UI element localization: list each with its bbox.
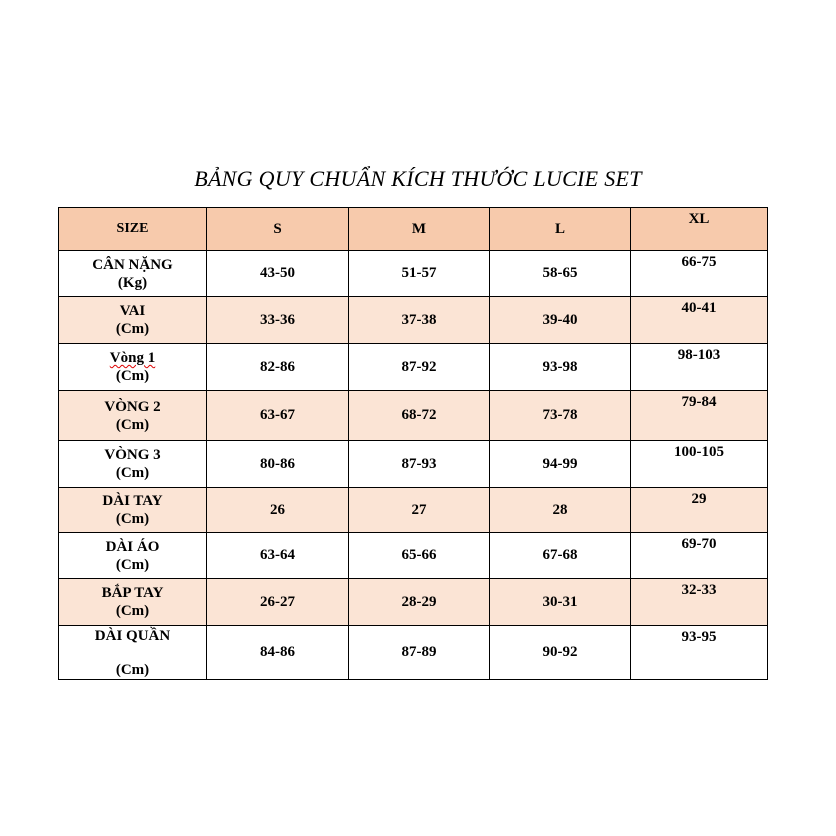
row-unit: (Cm) bbox=[115, 661, 150, 678]
cell-l: 28 bbox=[490, 488, 631, 533]
row-unit: (Cm) bbox=[115, 416, 150, 433]
cell-s: 26 bbox=[207, 488, 349, 533]
size-chart-table bbox=[58, 207, 768, 680]
header-s: S bbox=[207, 208, 349, 251]
row-label: DÀI TAY bbox=[102, 493, 163, 509]
table-row bbox=[59, 488, 768, 533]
row-unit: (Cm) bbox=[115, 603, 150, 619]
row-label: CÂN NẶNG bbox=[92, 256, 173, 273]
row-unit: (Cm) bbox=[115, 368, 150, 384]
cell-m: 65-66 bbox=[349, 533, 490, 579]
table-row bbox=[59, 626, 768, 680]
cell-xl: 32-33 bbox=[631, 579, 768, 626]
cell-m: 27 bbox=[349, 488, 490, 533]
row-label-cell bbox=[59, 441, 207, 488]
row-label: Vòng 1 bbox=[109, 350, 156, 366]
cell-xl: 66-75 bbox=[631, 251, 768, 297]
table-row bbox=[59, 251, 768, 297]
row-unit: (Cm) bbox=[115, 511, 150, 527]
cell-s: 63-67 bbox=[207, 391, 349, 441]
cell-xl: 93-95 bbox=[631, 626, 768, 680]
header-xl: XL bbox=[631, 208, 768, 251]
header-m: M bbox=[349, 208, 490, 251]
cell-m: 28-29 bbox=[349, 579, 490, 626]
row-label-cell bbox=[59, 579, 207, 626]
table-row bbox=[59, 441, 768, 488]
table-row bbox=[59, 391, 768, 441]
cell-s: 80-86 bbox=[207, 441, 349, 488]
cell-m: 37-38 bbox=[349, 297, 490, 344]
cell-xl: 69-70 bbox=[631, 533, 768, 579]
cell-l: 39-40 bbox=[490, 297, 631, 344]
cell-l: 90-92 bbox=[490, 626, 631, 680]
cell-m: 68-72 bbox=[349, 391, 490, 441]
row-label: VÒNG 2 bbox=[104, 398, 161, 415]
row-label: VAI bbox=[119, 303, 146, 319]
row-label-cell bbox=[59, 251, 207, 297]
page-title: BẢNG QUY CHUẨN KÍCH THƯỚC LUCIE SET bbox=[194, 166, 642, 191]
cell-xl: 79-84 bbox=[631, 391, 768, 441]
cell-xl: 40-41 bbox=[631, 297, 768, 344]
cell-s: 82-86 bbox=[207, 344, 349, 391]
row-unit: (Cm) bbox=[115, 321, 150, 337]
table-row bbox=[59, 297, 768, 344]
row-unit: (Cm) bbox=[115, 556, 150, 573]
cell-s: 43-50 bbox=[207, 251, 349, 297]
cell-l: 73-78 bbox=[490, 391, 631, 441]
cell-l: 58-65 bbox=[490, 251, 631, 297]
row-unit: (Cm) bbox=[115, 465, 150, 481]
cell-xl: 100-105 bbox=[631, 441, 768, 488]
cell-l: 67-68 bbox=[490, 533, 631, 579]
cell-xl: 29 bbox=[631, 488, 768, 533]
row-label-cell bbox=[59, 344, 207, 391]
header-l: L bbox=[490, 208, 631, 251]
row-label-cell bbox=[59, 391, 207, 441]
row-label-cell bbox=[59, 297, 207, 344]
row-label: DÀI ÁO bbox=[105, 538, 160, 555]
row-label: VÒNG 3 bbox=[104, 447, 161, 463]
cell-s: 26-27 bbox=[207, 579, 349, 626]
cell-l: 93-98 bbox=[490, 344, 631, 391]
cell-m: 51-57 bbox=[349, 251, 490, 297]
table-row bbox=[59, 533, 768, 579]
row-label: DÀI QUẦN bbox=[94, 627, 171, 644]
row-label-cell bbox=[59, 488, 207, 533]
cell-s: 33-36 bbox=[207, 297, 349, 344]
cell-l: 94-99 bbox=[490, 441, 631, 488]
cell-m: 87-92 bbox=[349, 344, 490, 391]
cell-xl: 98-103 bbox=[631, 344, 768, 391]
cell-l: 30-31 bbox=[490, 579, 631, 626]
row-label-cell bbox=[59, 533, 207, 579]
table-header-row bbox=[59, 208, 768, 251]
cell-s: 84-86 bbox=[207, 626, 349, 680]
row-unit: (Kg) bbox=[117, 274, 148, 291]
table-row bbox=[59, 344, 768, 391]
row-label-cell bbox=[59, 626, 207, 680]
row-label: BẮP TAY bbox=[101, 585, 164, 601]
table-row bbox=[59, 579, 768, 626]
header-size: SIZE bbox=[59, 208, 207, 251]
cell-m: 87-93 bbox=[349, 441, 490, 488]
cell-m: 87-89 bbox=[349, 626, 490, 680]
cell-s: 63-64 bbox=[207, 533, 349, 579]
